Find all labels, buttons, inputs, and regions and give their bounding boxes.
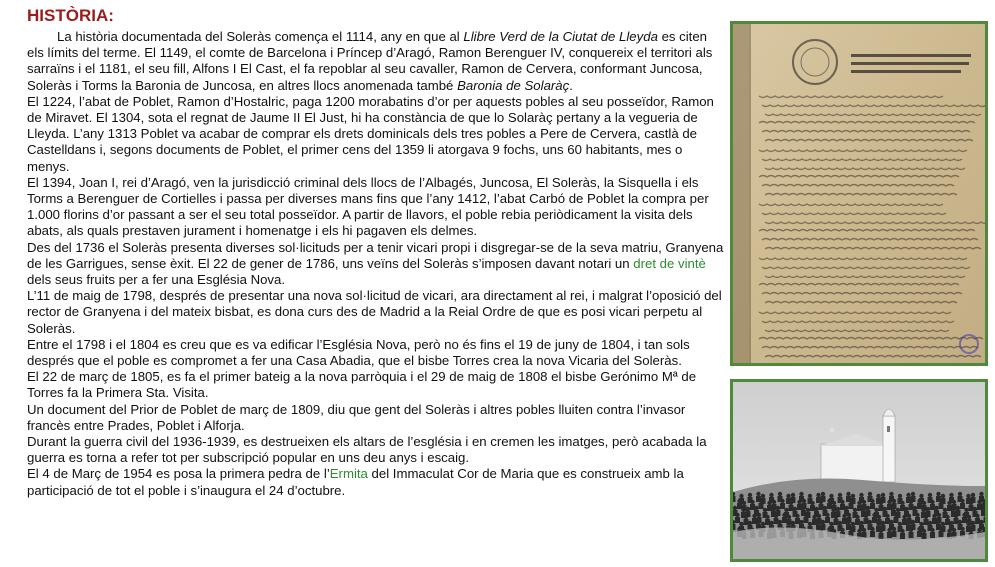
paragraph-text: Des del 1736 el Soleràs presenta diverses sol·licituds per a tenir vicari propi i disgregar-se de la seva matriu, Granyena de les Garrigues, sense èxit. El 22 de gener de 1786, uns veïns del Soleràs s’imposen davant notari un	[27, 239, 724, 271]
page-heading: HISTÒRIA:	[27, 6, 114, 25]
hermitage-inauguration-photo	[730, 379, 988, 562]
paragraph-text: Entre el 1798 i el 1804 es creu que es va edificar l’Església Nova, però no és fins el 19 de juny de 1804, i tan sols després que el poble es compromet a fer una Casa Abadia, que el bisbe Torres crea la nova Vicaria del Soleràs.	[27, 336, 690, 369]
paragraph-text: Durant la guerra civil del 1936-1939, es destrueixen els altars de l’església i en cremen les imatges, però acabada la guerra es torna a refer tot per subscripció popular en uns deu anys i escaig.	[27, 434, 707, 466]
paragraph-text: El 22 de març de 1805, es fa el primer bateig a la nova parròquia i el 29 de maig de 1808 el bisbe Gerónimo Mª de Torres fa la Primera Sta. Visita.	[27, 369, 697, 401]
paragraph-text: Un document del Prior de Poblet de març de 1809, diu que gent del Soleràs i altres pobles lluiten contra l’invasor francès entre Prades, Poblet i Alforja.	[27, 401, 686, 433]
paragraph-text: El 1224, l’abat de Poblet, Ramon d’Hostalric, paga 1200 morabatins d’or per aquests pobles al seu posseïdor, Ramon de Miravet. El 1304, sota el regnat de Jaume II El Just, hi ha constància de que lo Solaràç pertany a la vegueria de Lleyda. L’any 1313 Poblet va acabar de comprar els drets dominicals dels tres pobles a Pere de Cervera, castlà de Castelldans i, segons documents de Poblet, el primer cens del 1359 li atorgava 9 fochs, uns 60 habitants, mes o menys.	[27, 93, 714, 174]
history-paragraph	[27, 240, 724, 289]
paragraph-text: es citen els límits del terme. El 1149, el comte de Barcelona i Príncep d’Aragó, Ramon Berenguer IV, conquereix el territori als sarraïns i el 1181, el seu fill, Alfons I El Cast, el fa repoblar al seu cavaller, Ramon de Cervera, conformant Juncosa, Soleràs i Torms la Baronia de Juncosa, en altres llocs anomenada també	[27, 29, 713, 93]
history-paragraph	[27, 288, 724, 337]
history-paragraph	[27, 175, 724, 240]
paragraph-text: .	[569, 77, 573, 93]
text-link[interactable]: Ermita	[329, 466, 368, 482]
paragraph-text: La història documentada del Soleràs comença el 1114, any en que al	[57, 29, 464, 44]
history-paragraph	[27, 402, 724, 434]
history-paragraph	[27, 94, 724, 175]
history-paragraph	[27, 369, 724, 401]
history-paragraph	[27, 29, 724, 94]
history-paragraph	[27, 434, 724, 466]
history-paragraph	[27, 337, 724, 369]
paragraph-text: El 1394, Joan I, rei d’Aragó, ven la jurisdicció criminal dels llocs de l’Albagés, Juncosa, El Soleràs, la Sisquella i els Torms a Berenguer de Cortielles i passa per diverses mans fins que l’any 1412, l’abat Carbó de Poblet la compra per 1.000 florins d’or passant a ser el seu total posseïdor. A partir de llavors, el poble rebia periòdicament la visita dels abats, als quals prestaven jurament i homenatge i els hi pagaven els delmes.	[27, 174, 709, 239]
italic-reference: Llibre Verd de la Ciutat de Lleyda	[463, 29, 658, 44]
paragraph-text: El 4 de Març de 1954 es posa la primera pedra de l’	[27, 466, 330, 482]
paragraph-text: L’11 de maig de 1798, després de presentar una nova sol·licitud de vicari, ara directament al rei, i malgrat l’oposició del rector de Granyena i del mateix bisbat, es dona curs des de Madrid a la Reial Ordre de que es posi vicari perpetu al Soleràs.	[27, 288, 722, 336]
history-text	[27, 29, 724, 499]
paragraph-text: del Immaculat Cor de Maria que es construeix amb la participació de tot el poble i s’inaugura el 24 d’octubre.	[27, 466, 684, 498]
history-paragraph	[27, 466, 724, 498]
text-link[interactable]: dret de vintè	[633, 255, 706, 271]
italic-reference: Baronia de Solaràç	[457, 77, 570, 93]
paragraph-text: dels seus fruits per a fer una Església Nova.	[27, 272, 286, 288]
historic-manuscript-photo	[730, 21, 988, 366]
